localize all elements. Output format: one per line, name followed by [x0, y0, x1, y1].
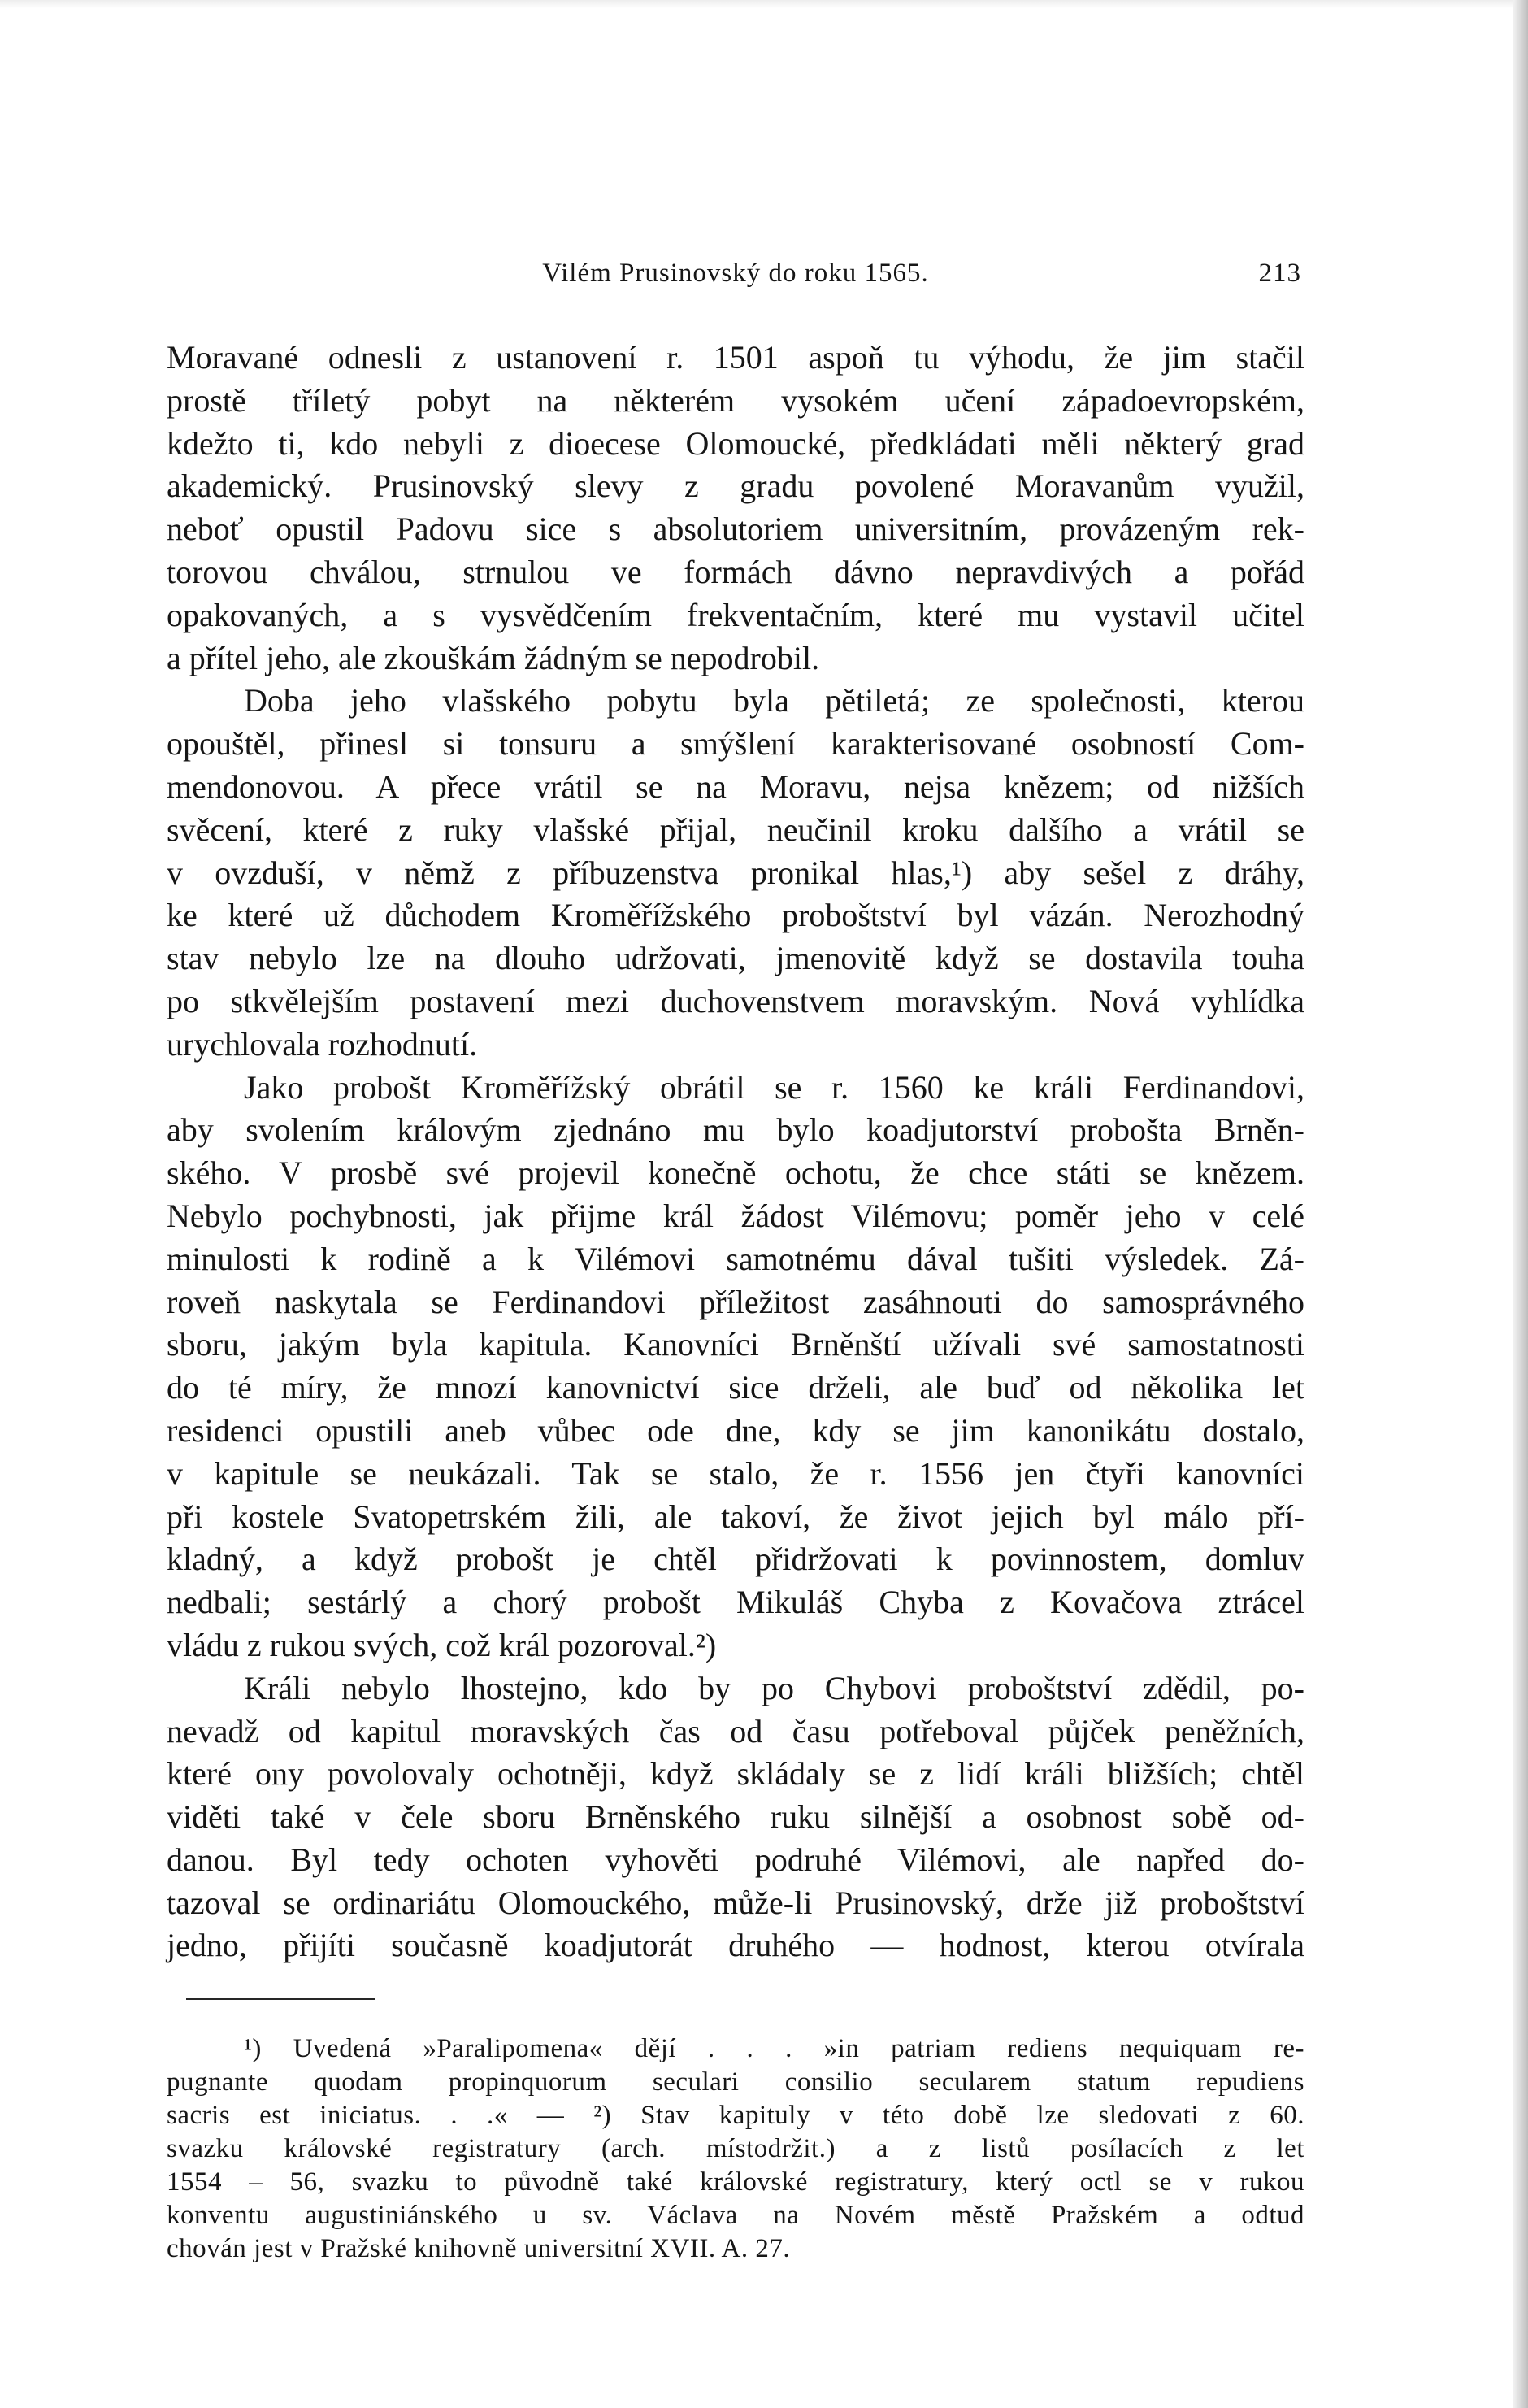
footnote-line: sacris est iniciatus. . .« — ²) Stav kapituly v této době lze sledovati z 60. [167, 2101, 1304, 2131]
text-line: do té míry, že mnozí kanovnictví sice drželi, ale buď od několika let [167, 1369, 1304, 1406]
text-line: v ovzduší, v němž z příbuzenstva pronikal hlas,¹) aby sešel z dráhy, [167, 854, 1304, 891]
text-line: kdežto ti, kdo nebyli z dioecese Olomoucké, předkládati měli některý grad [167, 424, 1304, 462]
text-line: torovou chválou, strnulou ve formách dávno nepravdivých a pořád [167, 553, 1304, 590]
text-line: residenci opustili aneb vůbec ode dne, kdy se jim kanonikátu dostalo, [167, 1411, 1304, 1449]
text-line: nevadž od kapitul moravských čas od času potřeboval půjček peněžních, [167, 1712, 1304, 1749]
text-line: a přítel jeho, ale zkouškám žádným se nepodrobil. [167, 639, 820, 676]
text-line: roveň naskytala se Ferdinandovi příležitost zasáhnouti do samosprávného [167, 1283, 1304, 1320]
text-line: aby svolením královým zjednáno mu bylo koadjutorství probošta Brněn- [167, 1111, 1304, 1149]
text-line: minulosti k rodině a k Vilémovi samotnému dával tušiti výsledek. Zá- [167, 1240, 1304, 1277]
text-line: stav nebylo lze na dlouho udržovati, jmenovitě když se dostavila touha [167, 940, 1304, 977]
text-line: urychlovala rozhodnutí. [167, 1025, 478, 1063]
text-line: opakovaných, a s vysvědčením frekventačním, které mu vystavil učitel [167, 596, 1304, 633]
footnote-line: konventu augustiniánského u sv. Václava na Novém městě Pražském a odtud [167, 2201, 1304, 2231]
text-line: které ony povolovaly ochotněji, když skládaly se z lidí králi bližších; chtěl [167, 1755, 1304, 1793]
text-line: kladný, a když probošt je chtěl přidržovati k povinnostem, domluv [167, 1541, 1304, 1578]
footnote-line: pugnante quodam propinquorum seculari consilio secularem statum repudiens [167, 2067, 1304, 2097]
book-page [167, 259, 1304, 2266]
text-line: při kostele Svatopetrském žili, ale takoví, že život jejich byl málo pří- [167, 1497, 1304, 1535]
text-line: vládu z rukou svých, což král pozoroval.²) [167, 1626, 717, 1663]
text-line: mendonovou. A přece vrátil se na Moravu, nejsa knězem; od nižších [167, 767, 1304, 805]
text-line: opouštěl, přinesl si tonsuru a smýšlení karakterisované osobností Com- [167, 725, 1304, 763]
scan-right-edge [1513, 0, 1528, 2408]
text-line: Jako probošt Kroměřížský obrátil se r. 1560 ke králi Ferdinandovi, [244, 1068, 1304, 1106]
text-line: jedno, přijíti současně koadjutorát druhého — hodnost, kterou otvírala [167, 1927, 1304, 1964]
scan-top-shadow [0, 0, 1528, 8]
page-number: 213 [1258, 259, 1301, 288]
footnotes [167, 2032, 1304, 2266]
footnote-line: 1554 – 56, svazku to původně také královské registratury, který octl se v rukou [167, 2167, 1304, 2197]
body-text [167, 337, 1304, 1967]
text-line: po stkvělejším postavení mezi duchovenstvem moravským. Nová vyhlídka [167, 982, 1304, 1019]
text-line: svěcení, které z ruky vlašské přijal, neučinil kroku dalšího a vrátil se [167, 811, 1304, 848]
footnote-line: chován jest v Pražské knihovně universitní XVII. A. 27. [167, 2234, 791, 2264]
footnote-line: svazku královské registratury (arch. místodržit.) a z listů posílacích z let [167, 2134, 1304, 2164]
text-line: tazoval se ordinariátu Olomouckého, může-li Prusinovský, drže již proboštství [167, 1884, 1304, 1921]
text-line: neboť opustil Padovu sice s absolutoriem universitním, provázeným rek- [167, 511, 1304, 548]
page-header [167, 259, 1304, 304]
running-title: Vilém Prusinovský do roku 1565. [542, 259, 929, 288]
text-line: ského. V prosbě své projevil konečně ochotu, že chce státi se knězem. [167, 1154, 1304, 1192]
text-line: danou. Byl tedy ochoten vyhověti podruhé Vilémovi, ale napřed do- [167, 1841, 1304, 1878]
text-line: v kapitule se neukázali. Tak se stalo, že r. 1556 jen čtyři kanovníci [167, 1454, 1304, 1492]
text-line: Králi nebylo lhostejno, kdo by po Chybovi proboštství zdědil, po- [244, 1669, 1304, 1706]
text-line: nedbali; sestárlý a chorý probošt Mikuláš Chyba z Kovačova ztrácel [167, 1584, 1304, 1621]
text-line: ke které už důchodem Kroměřížského proboštství byl vázán. Nerozhodný [167, 897, 1304, 934]
text-line: prostě tříletý pobyt na některém vysokém učení západoevropském, [167, 381, 1304, 419]
text-line: sboru, jakým byla kapitula. Kanovníci Brněnští užívali své samostatnosti [167, 1326, 1304, 1363]
text-line: akademický. Prusinovský slevy z gradu povolené Moravanům využil, [167, 467, 1304, 505]
text-line: Moravané odnesli z ustanovení r. 1501 aspoň tu výhodu, že jim stačil [167, 339, 1304, 376]
text-line: viděti také v čele sboru Brněnského ruku silnější a osobnost sobě od- [167, 1798, 1304, 1836]
text-line: Nebylo pochybnosti, jak přijme král žádost Vilémovu; poměr jeho v celé [167, 1197, 1304, 1234]
text-line: Doba jeho vlašského pobytu byla pětiletá; ze společnosti, kterou [244, 682, 1304, 719]
footnote-divider [186, 1998, 375, 2000]
footnote-line: ¹) Uvedená »Paralipomena« dějí . . . »in patriam rediens nequiquam re- [244, 2034, 1304, 2064]
